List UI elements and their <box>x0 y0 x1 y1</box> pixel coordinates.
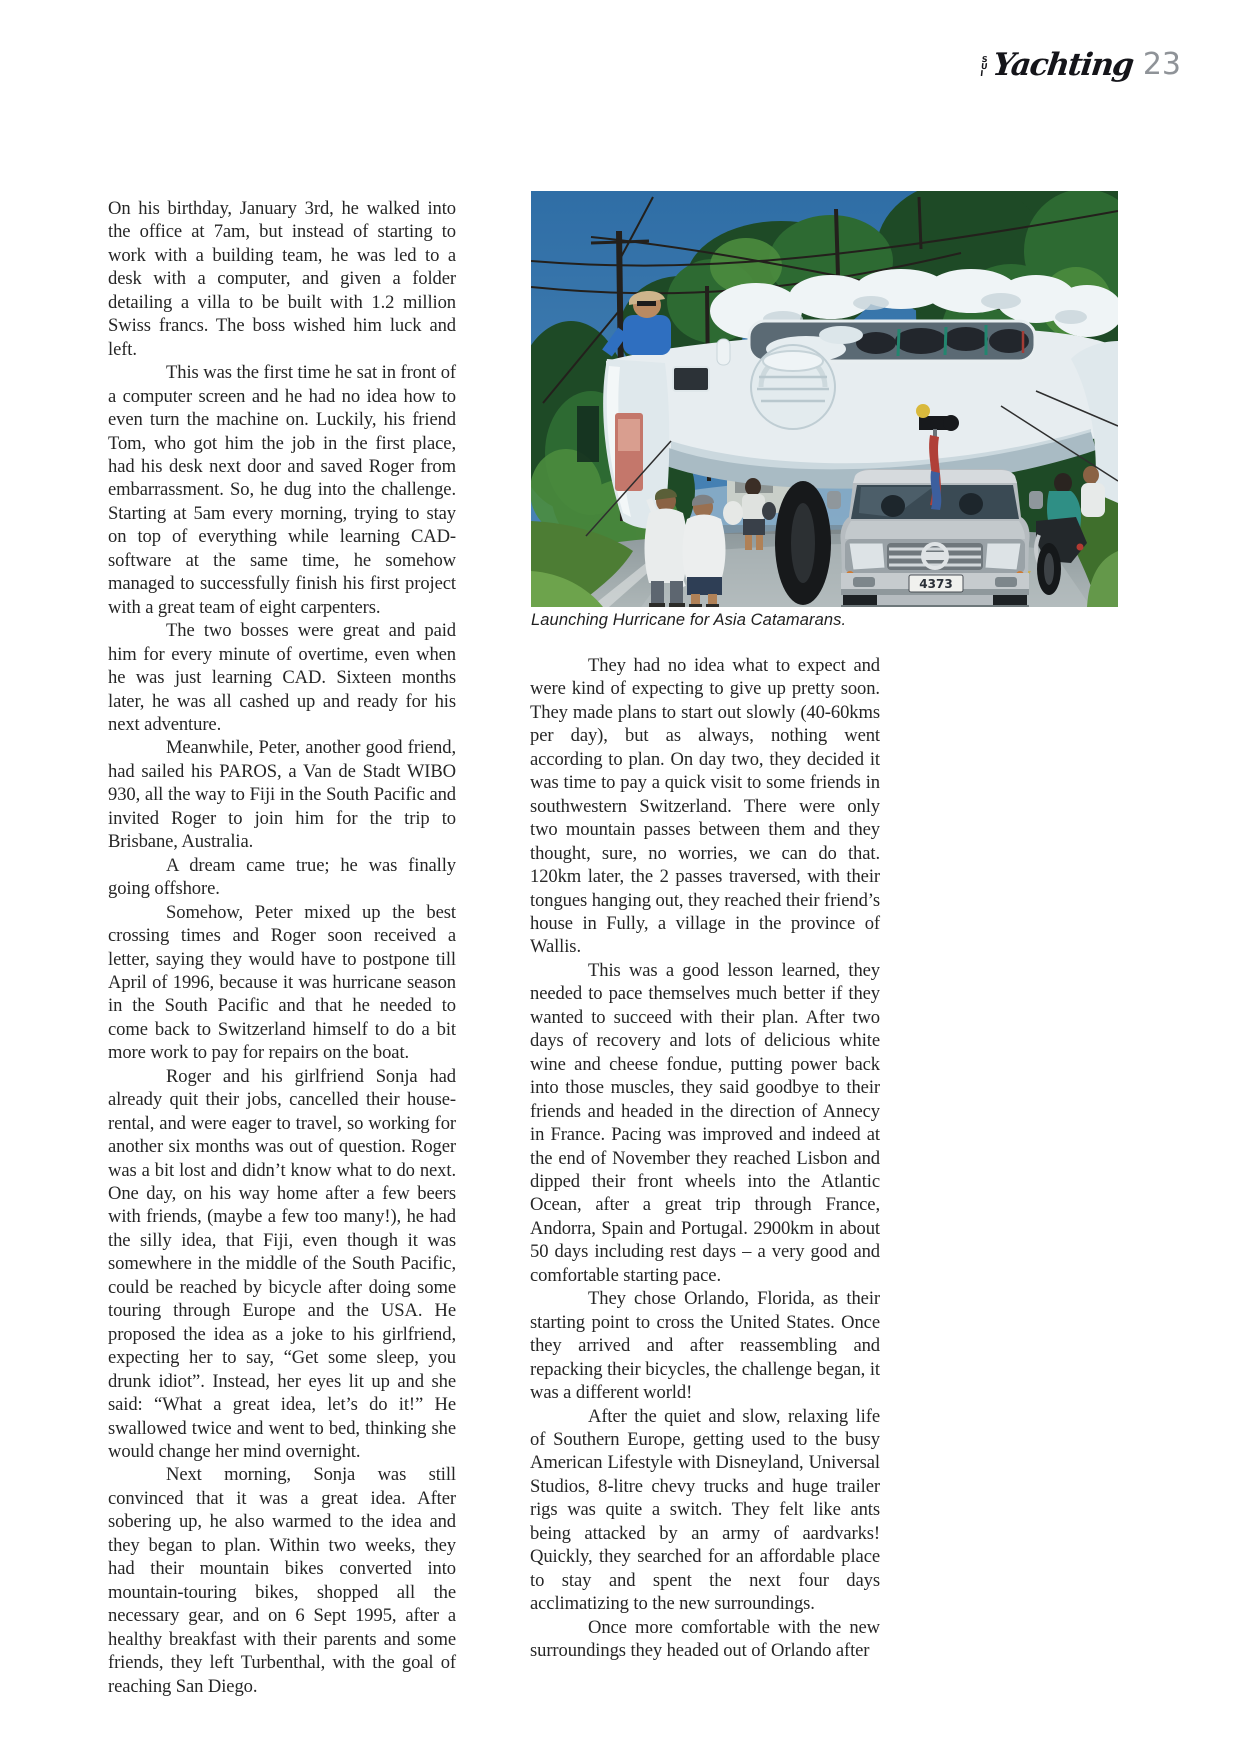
catamaran-launch-photo <box>531 191 1118 607</box>
paragraph: They chose Orlando, Florida, as their starting point to cross the United States. Once they arrived and after reassembling and repacking their bicycles, the challenge began, it was a different world! <box>530 1288 880 1404</box>
paragraph: They had no idea what to expect and were kind of expecting to give up pretty soon. They made plans to start out slowly (40-60kms per day), but as always, nothing went according to plan. On day two, they decided it was time to pay a quick visit to some friends in southwestern Switzerland. There were only two mountain passes between them and they thought, sure, no worries, we can do that. 120km later, the 2 passes traversed, with their tongues hanging out, they reached their friend’s house in Fully, a village in the province of Wallis. <box>530 655 880 958</box>
right-column <box>530 654 880 1662</box>
deck-screen <box>673 367 709 391</box>
paragraph: The two bosses were great and paid him for every minute of overtime, even when he was just learning CAD. Sixteen months later, he was all cashed up and ready for his next adventure. <box>108 620 456 735</box>
photo-caption: Launching Hurricane for Asia Catamarans. <box>531 611 847 629</box>
paragraph: This was a good lesson learned, they needed to pace themselves much better if they wanted to succeed with their plan. After two days of recovery and lots of delicious white wine and cheese fondue, putting power back into those muscles, they said goodbye to their friends and headed in the direction of Annecy in France. Pacing was improved and indeed at the end of November they reached Lisbon and dipped their front wheels into the Atlantic Ocean, after a great trip through France, Andorra, Spain and Portugal. 2900km in about 50 days including rest days – a very good and comfortable starting pace. <box>530 959 880 1286</box>
paragraph: A dream came true; he was finally going offshore. <box>108 854 456 900</box>
paragraph: Roger and his girlfriend Sonja had already quit their jobs, cancelled their house-rental, and were eager to travel, so working for another six months was out of question. Roger was a bit lost and didn’t know what to do next. One day, on his way home after a few beers with friends, (maybe a few too many!), he had the silly idea, that Fiji, even though it was somewhere in the middle of the South Pacific, could be reached by bicycle after doing some touring through Europe and the USA. He proposed the idea as a joke to his girlfriend, expecting her to say, “Get some sleep, you drunk idiot”. Instead, her eyes lit up and she said: “What a great idea, let’s do it!” He swallowed twice and went to bed, thinking she would change her mind overnight. <box>108 1065 456 1463</box>
paragraph: On his birthday, January 3rd, he walked into the office at 7am, but instead of starting to work with a building team, he was led to a desk with a computer, and given a folder detailing a villa to be built with 1.2 million Swiss francs. The boss wished him luck and left. <box>108 198 456 360</box>
paragraph: Somehow, Peter mixed up the best crossing times and Roger soon received a letter, saying they would have to postpone till April of 1996, because it was hurricane season in the South Pacific and that he needed to come back to Switzerland himself to do a bit more work to pay for repairs on the boat. <box>108 901 456 1064</box>
headlight-left <box>849 543 885 570</box>
license-plate-number: 4373 <box>919 577 953 591</box>
logo-stack-mark: S U I <box>979 55 988 78</box>
paragraph: Meanwhile, Peter, another good friend, had sailed his PAROS, a Van de Stadt WIBO 930, all the way to Fiji in the South Pacific and invited Roger to join him for the trip to Brisbane, Australia. <box>108 737 456 853</box>
paragraph: Once more comfortable with the new surroundings they headed out of Orlando after <box>530 1616 880 1662</box>
paragraph: Next morning, Sonja was still convinced that it was a great idea. After sobering up, he also warmed to the idea and they began to plan. Within two weeks, they had their mountain bikes converted into mountain-touring bikes, shopped all the necessary gear, and on 6 Sept 1995, after a healthy breakfast with their parents and some friends, they left Turbenthal, with the goal of reaching San Diego. <box>108 1464 456 1697</box>
magazine-logo: Yachting <box>991 47 1136 83</box>
page-header <box>979 47 1181 83</box>
left-column <box>108 197 456 1698</box>
deck-vent <box>717 339 730 365</box>
headlight-right <box>985 543 1021 570</box>
photo-figure <box>531 191 1118 630</box>
paragraph: This was the first time he sat in front of a computer screen and he had no idea how to even turn the machine on. Luckily, his friend Tom, who got him the job in the first place, had his desk next door and saved Roger from embarrassment. So, he dug into the challenge. Starting at 5am every morning, trying to stay on top of everything while learning CAD-software at the same time, he somehow managed to successfully finish his first project with a great team of eight carpenters. <box>108 362 456 618</box>
roadside-sign <box>577 406 599 462</box>
page-number: 23 <box>1142 47 1181 82</box>
paragraph: After the quiet and slow, relaxing life of Southern Europe, getting used to the busy American Lifestyle with Disneyland, Universal Studios, 8-litre chevy trucks and huge trailer rigs was quite a switch. They felt like ants being attacked by an army of aardvarks! Quickly, they searched for an affordable place to stay and spent the next four days acclimatizing to the new surroundings. <box>530 1405 880 1615</box>
